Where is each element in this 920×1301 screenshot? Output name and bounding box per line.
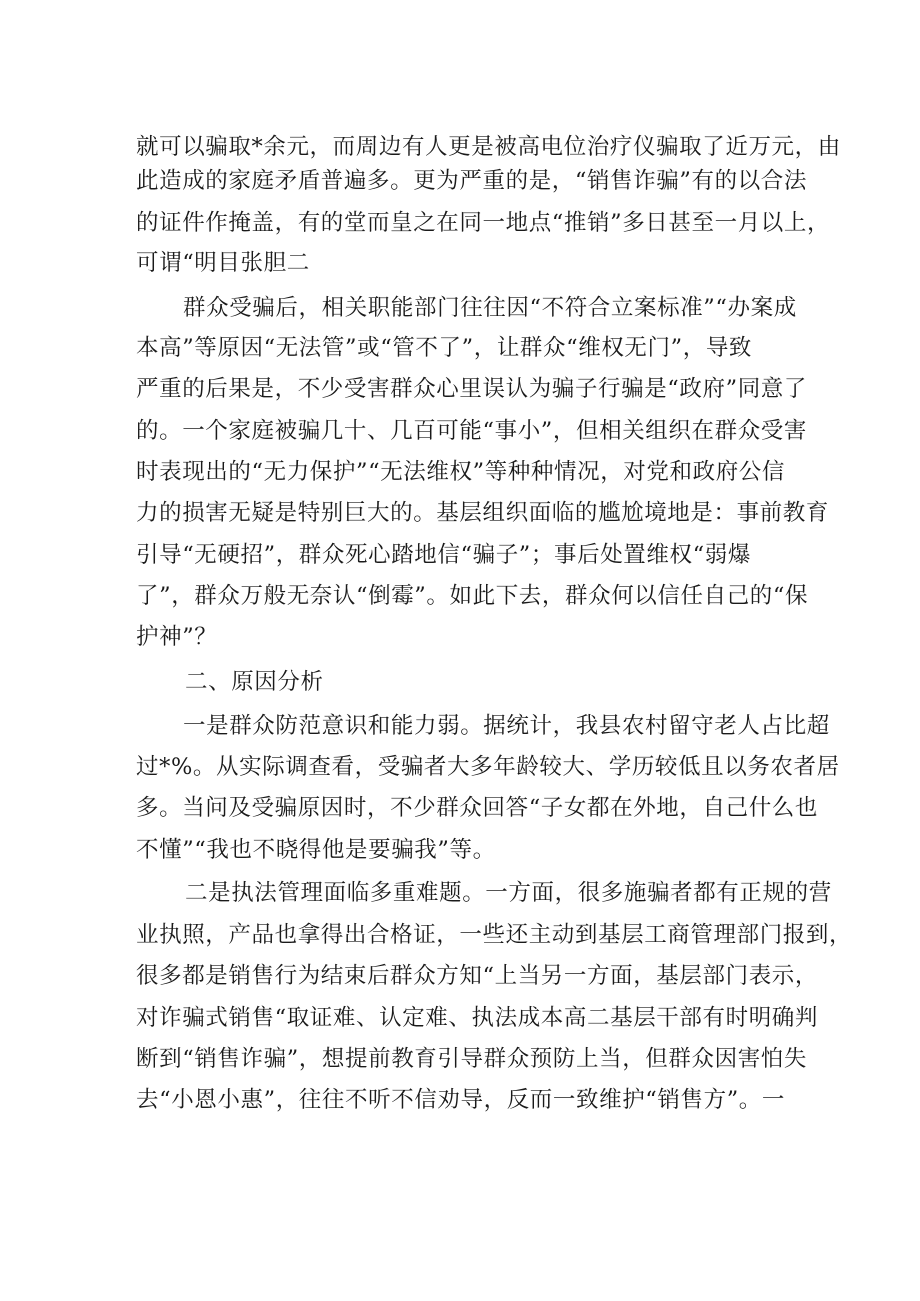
paragraph-4-line-2: 业执照，产品也拿得出合格证，一些还主动到基层工商管理部门报到， bbox=[136, 922, 853, 948]
paragraph-1-line-1: 就可以骗取*余元，而周边有人更是被高电位治疗仪骗取了近万元，由 bbox=[136, 134, 841, 160]
paragraph-4-line-1: 二是执法管理面临多重难题。一方面，很多施骗者都有正规的营 bbox=[185, 880, 832, 906]
paragraph-4-line-5: 断到“销售诈骗”，想提前教育引导群众预防上当，但群众因害怕失 bbox=[136, 1046, 808, 1072]
paragraph-2-line-9: 护神”？ bbox=[136, 624, 218, 650]
paragraph-3-line-1: 一是群众防范意识和能力弱。据统计，我县农村留守老人占比超 bbox=[183, 713, 830, 739]
paragraph-4-line-3: 很多都是销售行为结束后群众方知“上当另一方面，基层部门表示， bbox=[136, 963, 819, 989]
paragraph-2-line-8: 了”，群众万般无奈认“倒霉”。如此下去，群众何以信任自己的“保 bbox=[136, 583, 809, 609]
paragraph-1-line-4: 可谓“明目张胆二 bbox=[136, 250, 310, 276]
section-heading: 二、原因分析 bbox=[185, 669, 324, 695]
paragraph-2-line-5: 时表现出的“无力保护”“无法维权”等种种情况，对党和政府公信 bbox=[136, 459, 786, 485]
paragraph-2-line-4: 的。一个家庭被骗几十、几百可能“事小”，但相关组织在群众受害 bbox=[136, 418, 808, 444]
paragraph-2-line-6: 力的损害无疑是特别巨大的。基层组织面临的尴尬境地是：事前教育 bbox=[136, 500, 830, 526]
paragraph-2-line-1: 群众受骗后，相关职能部门往往因“不符合立案标准”“办案成 bbox=[183, 295, 797, 321]
paragraph-4-line-6: 去“小恩小惠”，往往不听不信劝导，反而一致维护“销售方”。一 bbox=[136, 1087, 786, 1113]
paragraph-1-line-2: 此造成的家庭矛盾普遍多。更为严重的是，“销售诈骗”有的以合法 bbox=[136, 168, 808, 194]
paragraph-1-line-3: 的证件作掩盖，有的堂而皇之在同一地点“推销”多日甚至一月以上， bbox=[136, 210, 831, 236]
paragraph-3-line-3: 多。当问及受骗原因时，不少群众回答“子女都在外地，自己什么也 bbox=[136, 795, 819, 821]
paragraph-3-line-4: 不懂”“我也不晓得他是要骗我”等。 bbox=[136, 837, 496, 863]
paragraph-2-line-2: 本高”等原因“无法管”或“管不了”，让群众“维权无门”，导致 bbox=[136, 335, 753, 361]
paragraph-4-line-4: 对诈骗式销售“取证难、认定难、执法成本高二基层干部有时明确判 bbox=[136, 1005, 819, 1031]
paragraph-2-line-3: 严重的后果是，不少受害群众心里误认为骗子行骗是“政府”同意了 bbox=[136, 376, 808, 402]
paragraph-2-line-7: 引导“无硬招”，群众死心踏地信“骗子”；事后处置维权“弱爆 bbox=[136, 542, 751, 568]
paragraph-3-line-2: 过*%。从实际调查看，受骗者大多年龄较大、学历较低且以务农者居 bbox=[136, 754, 840, 780]
